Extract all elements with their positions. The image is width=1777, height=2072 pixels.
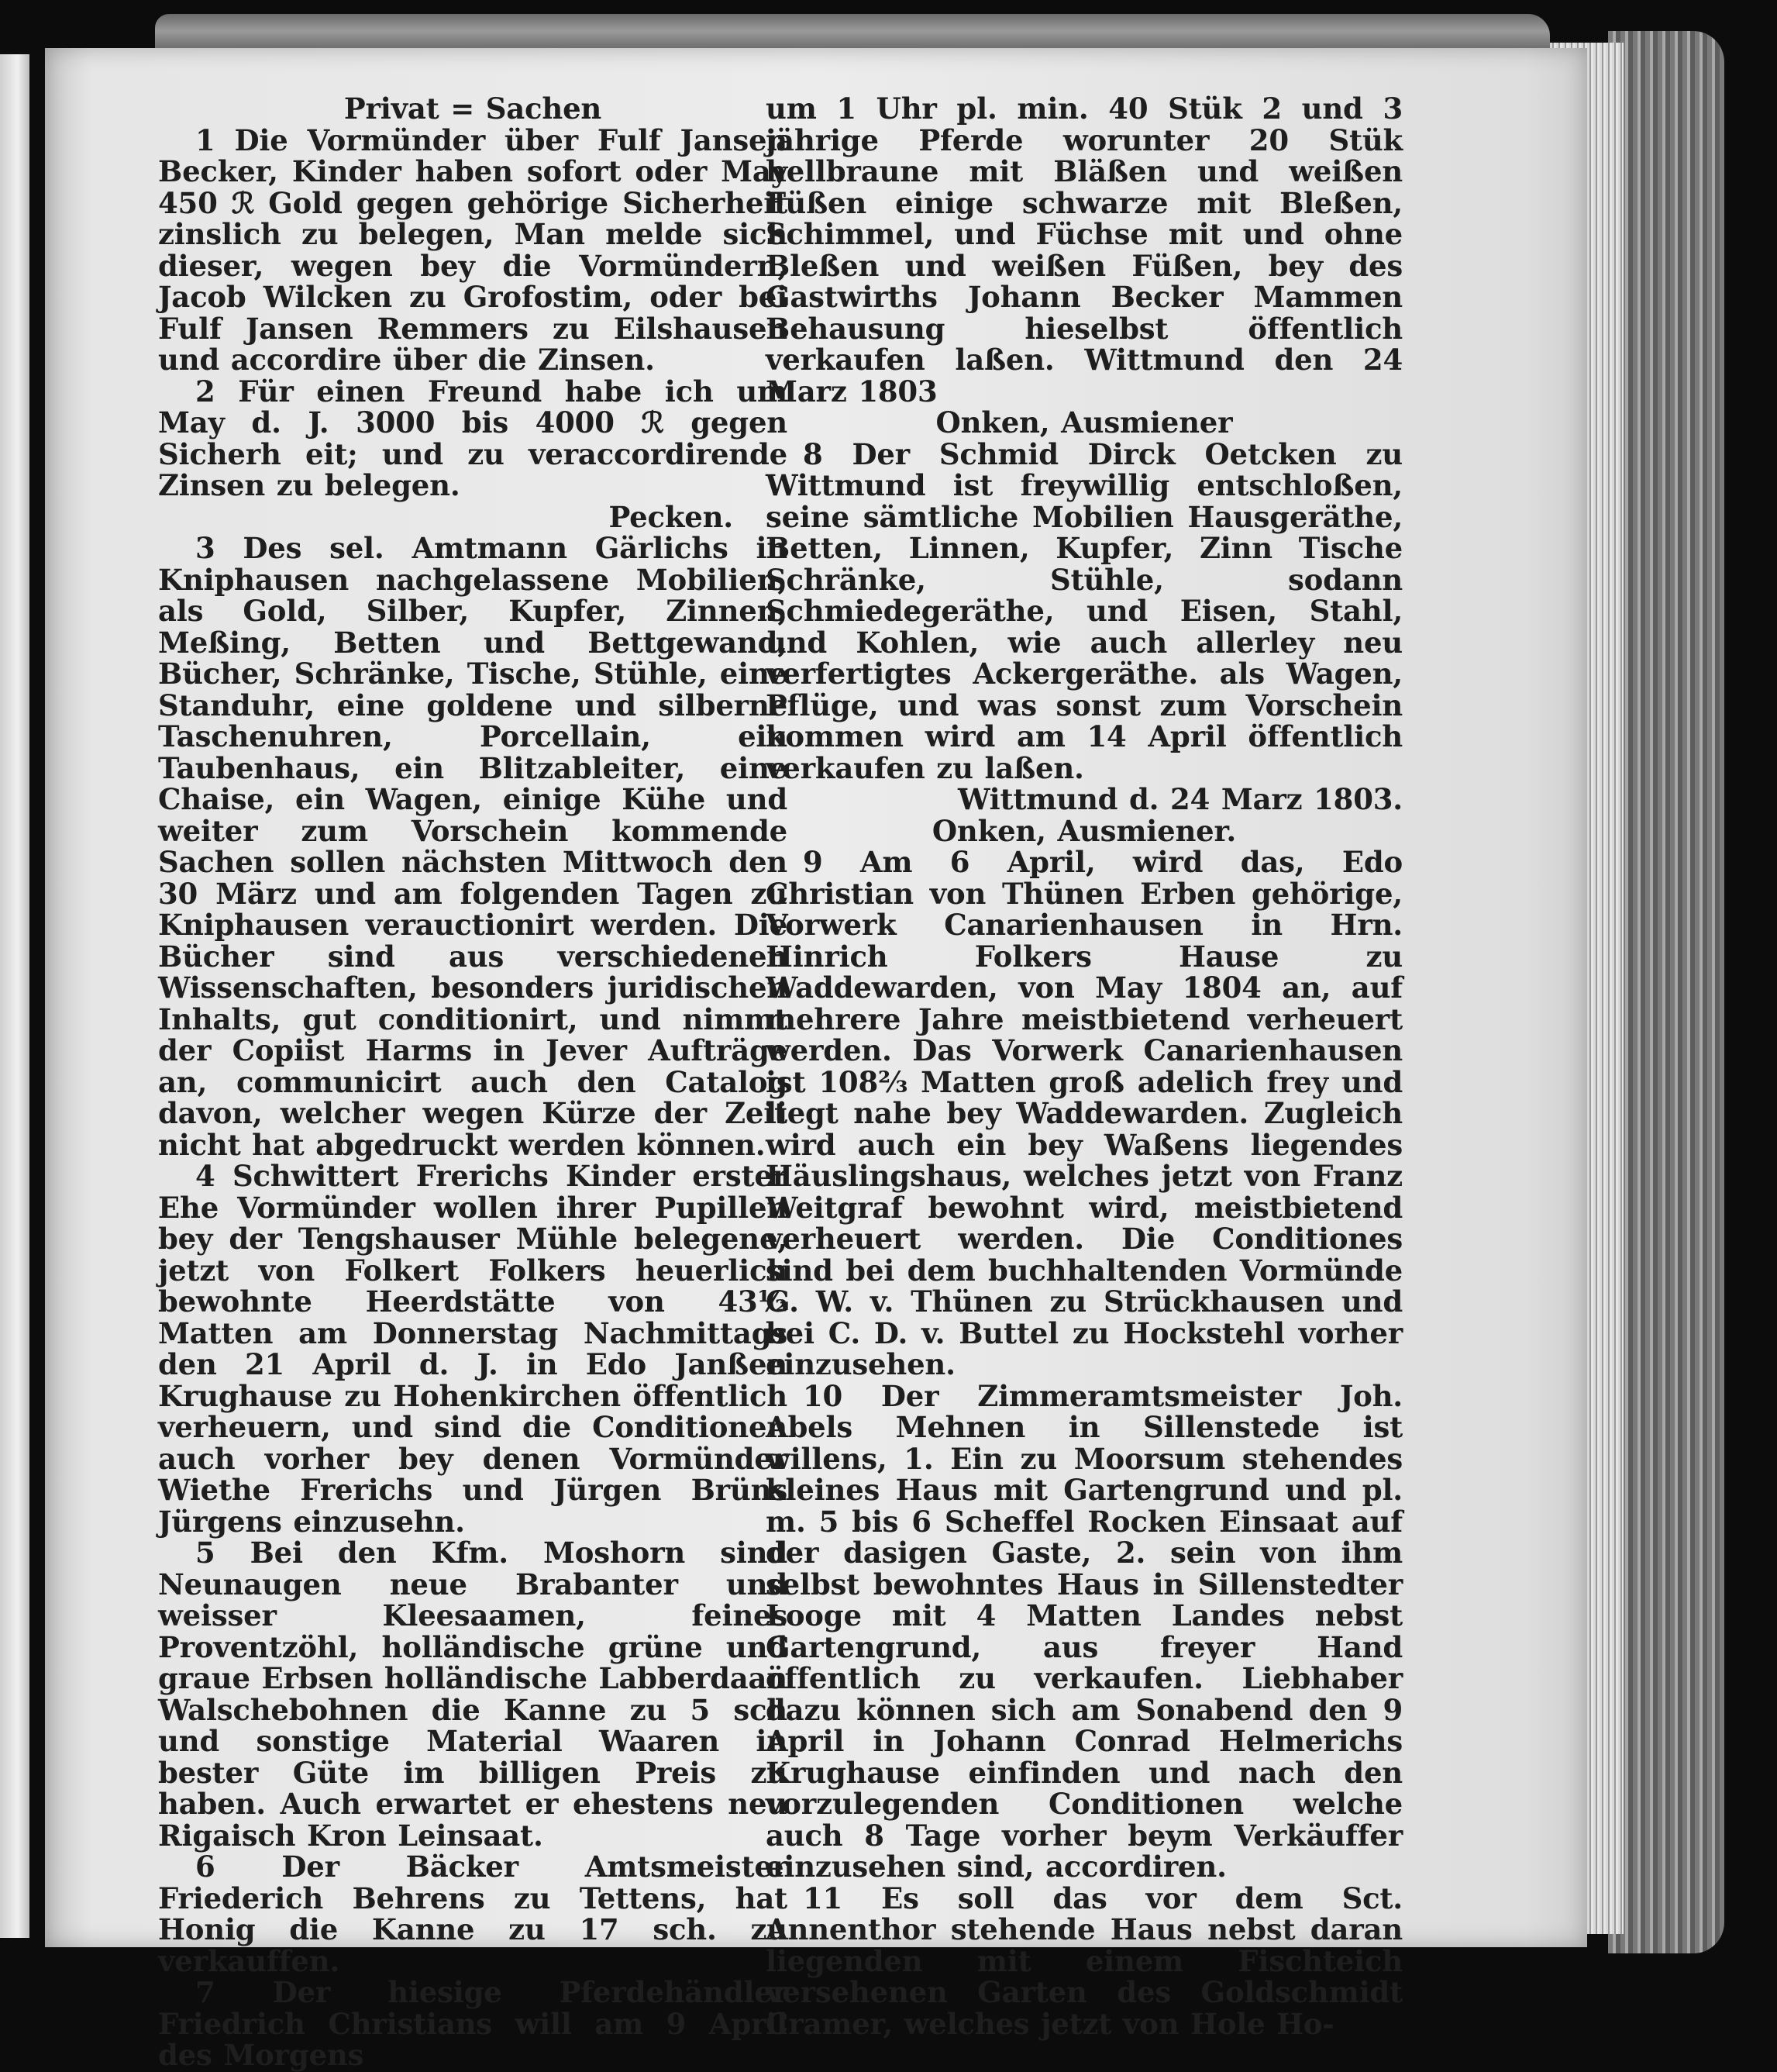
right-column — [766, 93, 1403, 2039]
book-cover-spine — [1608, 31, 1724, 1953]
entry-7: 7 Der hiesige Pferdehändler Friedrich Christians will am 9 April des Morgens — [158, 1975, 787, 2072]
entry-11: 11 Es soll das vor dem Sct. Annenthor stehende Haus nebst daran liegenden mit einem Fischteich versehenen Garten des Goldschmidt Cramer, welches jetzt von Hole Ho- — [766, 1881, 1403, 2041]
signature-onken-1: Onken, Ausmiener — [935, 405, 1233, 440]
newspaper-page — [45, 48, 1587, 2072]
entry-6: 6 Der Bäcker Amtsmeister Friederich Behrens zu Tettens, hat Honig die Kanne zu 17 sch. zu verkauffen. — [158, 1850, 787, 1978]
facing-page-edge — [0, 54, 29, 1938]
entry-8: 8 Der Schmid Dirck Oetcken zu Wittmund ist freywillig entschloßen, seine sämtliche Mobilien Hausgeräthe, Betten, Linnen, Kupfer, Zinn Tische Schränke, Stühle, sodann Schmiedegeräthe, und Eisen, Stahl, und Kohlen, wie auch allerley neu verfertigtes Ackergeräthe. als Wagen, Pflüge, und was sonst zum Vorschein kommen wird am 14 April öffentlich verkaufen zu laßen. — [766, 436, 1403, 785]
entry-2: 2 Für einen Freund habe ich um May d. J. 3000 bis 4000 ℛ gegen Sicherh eit; und zu veraccordirende Zinsen zu belegen. — [158, 374, 787, 502]
entry-10: 10 Der Zimmeramtsmeister Joh. Abels Mehnen in Sillenstede ist willens, 1. Ein zu Moorsum stehendes kleines Haus mit Gartengrund und pl. m. 5 bis 6 Scheffel Rocken Einsaat auf der dasigen Gaste, 2. sein von ihm selbst bewohntes Haus in Sillenstedter Looge mit 4 Matten Landes nebst Gartengrund, aus freyer Hand öffentlich zu verkaufen. Liebhaber dazu können sich am Sonabend den 9 April in Johann Conrad Helmerichs Krughause einfinden und nach den vorzulegenden Conditionen welche auch 8 Tage vorher beym Verkäuffer einzusehen sind, accordiren. — [766, 1378, 1403, 1884]
left-column — [158, 93, 787, 2071]
entry-4: 4 Schwittert Frerichs Kinder erster Ehe Vormünder wollen ihrer Pupillen bey der Tengshauser Mühle belegene, jetzt von Folkert Folkers heuerlich bewohnte Heerdstätte von 43½ Matten am Donnerstag Nachmittags den 21 April d. J. in Edo Janßen Krughause zu Hohenkirchen öffentlich verheuern, und sind die Conditionen auch vorher bey denen Vormünder Wiethe Frerichs und Jürgen Brüns Jürgens einzusehn. — [158, 1159, 787, 1539]
entry-1: 1 Die Vormünder über Fulf Jansen Becker, Kinder haben sofort oder May 450 ℛ Gold gegen gehörige Sicherheit zinslich zu belegen, Man melde sich dieser, wegen bey die Vormündern, Jacob Wilcken zu Grofostim, oder bei Fulf Jansen Remmers zu Eilshausen und accordire über die Zinsen. — [158, 122, 787, 377]
entry-3: 3 Des sel. Amtmann Gärlichs in Kniphausen nachgelassene Mobilien, als Gold, Silber, Kupfer, Zinnen, Meßing, Betten und Bettgewand, Bücher, Schränke, Tische, Stühle, eine Standuhr, eine goldene und silberne Taschenuhren, Porcellain, ein Taubenhaus, ein Blitzableiter, eine Chaise, ein Wagen, einige Kühe und weiter zum Vorschein kommende Sachen sollen nächsten Mittwoch den 30 März und am folgenden Tagen zu Kniphausen verauctionirt werden. Die Bücher sind aus verschiedenen Wissenschaften, besonders juridischen Inhalts, gut conditionirt, und nimmt der Copiist Harms in Jever Aufträge an, communicirt auch den Catalog davon, welcher wegen Kürze der Zeit nicht hat abgedruckt werden können. — [158, 531, 787, 1162]
signature-pecken: Pecken. — [608, 499, 733, 534]
signature-onken-2: Onken, Ausmiener. — [932, 813, 1237, 848]
entry-7-continued: um 1 Uhr pl. min. 40 Stük 2 und 3 jährige Pferde worunter 20 Stük hellbraune mit Bläßen und weißen Füßen einige schwarze mit Bleßen, Schimmel, und Füchse mit und ohne Bleßen und weißen Füßen, bey des Gastwirths Johann Becker Mammen Behausung hieselbst öffentlich verkaufen laßen. Wittmund den 24 Marz 1803 — [766, 91, 1403, 409]
dateline-wittmund: Wittmund d. 24 Marz 1803. — [957, 782, 1403, 816]
entry-5: 5 Bei den Kfm. Moshorn sind Neunaugen neue Brabanter und weisser Kleesaamen, feines Proventzöhl, holländische grüne und graue Erbsen holländische Labberdaan Walschebohnen die Kanne zu 5 sch und sonstige Material Waaren in bester Güte im billigen Preis zu haben. Auch erwartet er ehestens neu Rigaisch Kron Leinsaat. — [158, 1536, 787, 1853]
section-heading: Privat = Sachen — [343, 91, 602, 126]
entry-9: 9 Am 6 April, wird das, Edo Christian von Thünen Erben gehörige, Vorwerk Canarienhausen in Hrn. Hinrich Folkers Hause zu Waddewarden, von May 1804 an, auf mehrere Jahre meistbietend verheuert werden. Das Vorwerk Canarienhausen ist 108⅔ Matten groß adelich frey und liegt nahe bey Waddewarden. Zugleich wird auch ein bey Waßens liegendes Häuslingshaus, welches jetzt von Franz Weitgraf bewohnt wird, meistbietend verheuert werden. Die Conditiones sind bei dem buchhaltenden Vormünde G. W. v. Thünen zu Strückhausen und bei C. D. v. Buttel zu Hockstehl vorher einzusehen. — [766, 845, 1403, 1381]
